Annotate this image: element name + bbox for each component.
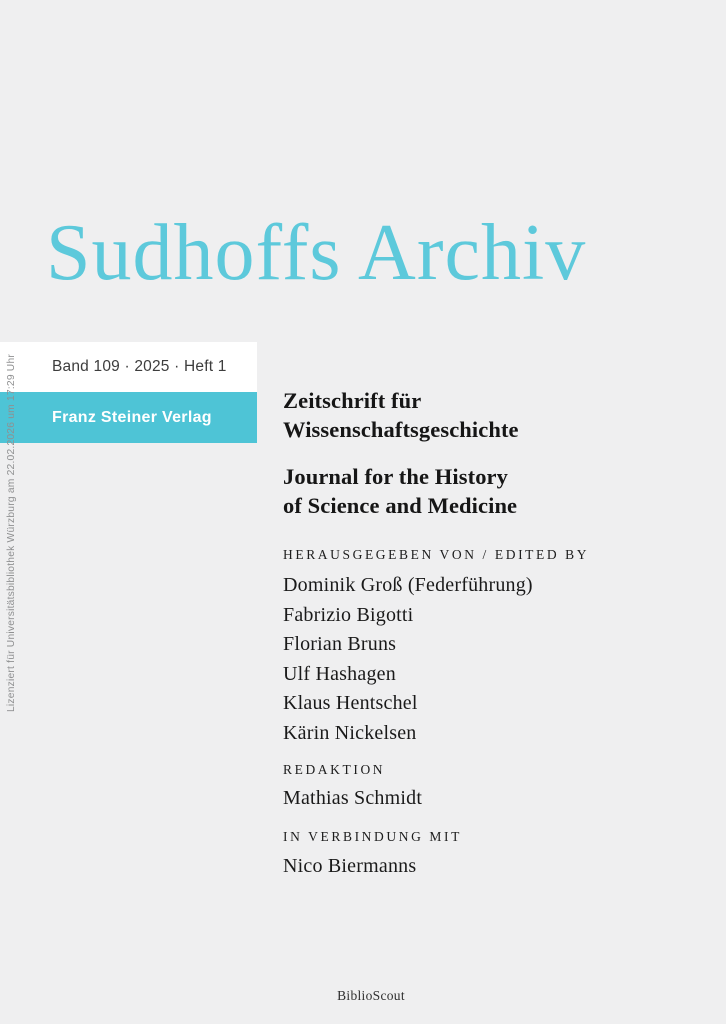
license-watermark: Lizenziert für Universitätsbibliothek Würzburg am 22.02.2026 um 17:29 Uhr (6, 354, 17, 712)
editors-heading: HERAUSGEGEBEN VON / EDITED BY (283, 547, 590, 562)
editor-name: Dominik Groß (Federführung) (283, 574, 533, 596)
redaktion-heading: REDAKTION (283, 762, 386, 777)
editor-name: Kärin Nickelsen (283, 721, 417, 744)
platform-brand: BiblioScout (337, 988, 405, 1003)
issue-info-band (0, 342, 257, 392)
editors-list (283, 571, 533, 749)
subtitle-english-line2: of Science and Medicine (283, 493, 518, 518)
association-heading: IN VERBINDUNG MIT (283, 829, 462, 844)
editor-name: Fabrizio Bigotti (283, 603, 414, 626)
subtitle-english-line1: Journal for the History (283, 464, 508, 489)
subtitle-german (283, 386, 519, 444)
subtitle-german-line1: Zeitschrift für (283, 388, 422, 413)
subtitle-english (283, 462, 517, 520)
publisher-name: Franz Steiner Verlag (52, 408, 212, 426)
redaktion-name: Mathias Schmidt (283, 787, 423, 809)
journal-title: Sudhoffs Archiv (46, 209, 587, 297)
editor-name: Florian Bruns (283, 633, 397, 656)
editor-name: Klaus Hentschel (283, 692, 418, 715)
issue-label: Band 109 · 2025 · Heft 1 (52, 358, 227, 375)
association-name: Nico Biermanns (283, 855, 417, 877)
publisher-band (0, 392, 257, 443)
subtitle-german-line2: Wissenschaftsgeschichte (283, 417, 519, 442)
editor-name: Ulf Hashagen (283, 662, 396, 685)
